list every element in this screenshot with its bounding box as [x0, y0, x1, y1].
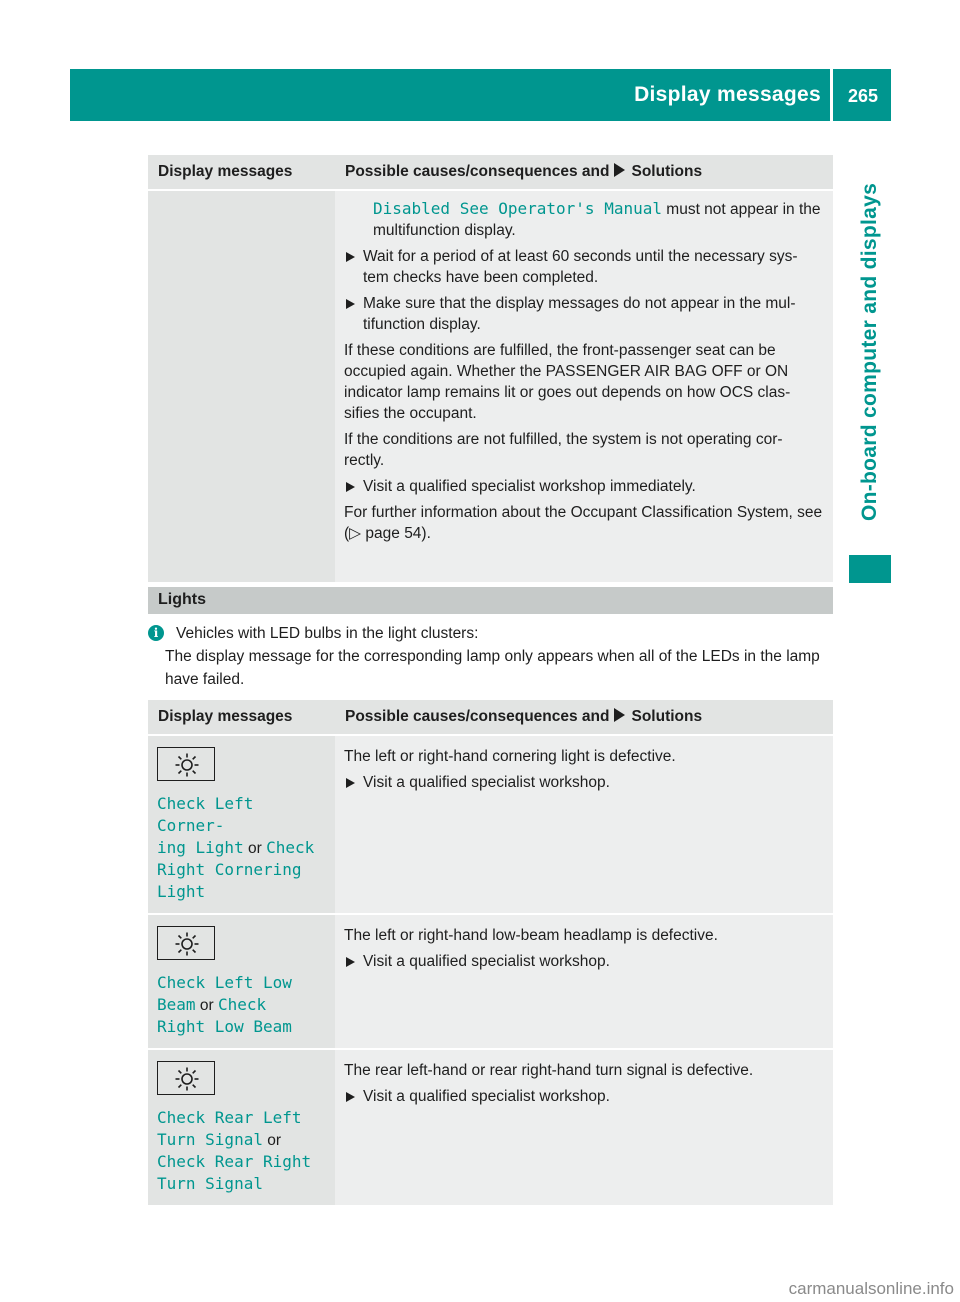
display-message-text: Turn Signal: [157, 1174, 263, 1193]
or-text: or: [243, 840, 267, 857]
display-message-text: Light: [157, 882, 206, 901]
paragraph-text: For further information about the Occupant Classification System, see (: [344, 504, 823, 542]
header-solutions-label: Solutions: [631, 708, 703, 725]
chapter-marker: [849, 555, 891, 583]
table-row: [148, 1049, 833, 1205]
continued-text: [344, 198, 823, 241]
solution-arrow-icon: [614, 708, 625, 722]
step-text-a: Make sure that the display messages do not appear in the mul-: [363, 295, 796, 312]
step-text: Visit a qualified specialist workshop.: [363, 953, 610, 970]
header-causes-label: Possible causes/consequences and: [345, 708, 610, 725]
table-row: [148, 190, 833, 582]
cause-text: The left or right-hand low-beam headlamp is defective.: [344, 927, 718, 944]
step-arrow-icon: [346, 957, 355, 967]
step-arrow-icon: [346, 299, 355, 309]
table-row: [148, 735, 833, 914]
message-cell: [148, 914, 335, 1049]
lamp-warning-icon: [157, 1061, 215, 1095]
header-divider: [830, 69, 833, 121]
continued-text-b: multifunction display.: [373, 222, 516, 239]
column-header-solutions: [335, 700, 833, 735]
step-text: Visit a qualified specialist workshop immediately.: [363, 478, 696, 495]
step-text-b: tifunction display.: [363, 316, 481, 333]
display-message-text: Check: [217, 995, 267, 1014]
message-cell-empty: [148, 190, 335, 582]
display-message-text: Right Low Beam: [157, 1017, 292, 1036]
paragraph: [344, 502, 823, 544]
display-message-text: Turn Signal: [157, 1130, 263, 1149]
column-header-display-messages: Display messages: [148, 155, 335, 190]
chapter-label: On-board computer and displays: [858, 182, 881, 522]
display-message-text: Beam: [157, 995, 196, 1014]
step-text: Visit a qualified specialist workshop.: [363, 774, 610, 791]
continued-text-a: must not appear in the: [661, 201, 821, 218]
step-arrow-icon: [346, 482, 355, 492]
instruction-step: [344, 1086, 823, 1107]
page-number: 265: [847, 86, 879, 106]
section-header-lights: [148, 587, 833, 614]
chapter-side-tab: [849, 121, 891, 583]
page-ref-arrow-icon: ▷: [349, 525, 362, 542]
display-message-text: ing Light: [157, 838, 244, 857]
instruction-step: [344, 476, 823, 497]
note-body: The display message for the corresponding lamp only appears when all of the LEDs in the lamp have failed.: [165, 648, 820, 688]
header-solutions-label: Solutions: [631, 163, 703, 180]
step-arrow-icon: [346, 252, 355, 262]
section-title: Lights: [158, 591, 206, 608]
column-header-display-messages: Display messages: [148, 700, 335, 735]
page-ref-link[interactable]: page 54).: [361, 525, 431, 542]
lamp-warning-icon: [157, 926, 215, 960]
watermark: carmanualsonline.info: [788, 1279, 954, 1298]
paragraph: If the conditions are not fulfilled, the system is not operating cor- rectly.: [344, 431, 783, 469]
instruction-step: [344, 293, 823, 335]
header-causes-label: Possible causes/consequences and: [345, 163, 610, 180]
display-message-text: Check Left Corner‐: [157, 794, 254, 835]
solution-cell: [335, 1049, 833, 1205]
display-messages-table-lights: [148, 700, 833, 1205]
display-message-text: Check: [266, 838, 315, 857]
info-icon: i: [148, 625, 164, 641]
header-title: Display messages: [634, 83, 821, 106]
solution-cell: [335, 914, 833, 1049]
step-arrow-icon: [346, 1092, 355, 1102]
solution-arrow-icon: [614, 163, 625, 177]
cause-text: The rear left-hand or rear right-hand turn signal is defective.: [344, 1062, 754, 1079]
instruction-step: [344, 246, 823, 288]
step-text-b: tem checks have been completed.: [363, 269, 599, 286]
display-message-text: Check Left Low: [157, 973, 292, 992]
display-message-text: Disabled See Operator's Manual: [373, 199, 662, 218]
display-messages-table-continued: [148, 155, 833, 582]
solution-cell: [335, 190, 833, 582]
table-row: [148, 914, 833, 1049]
message-cell: [148, 1049, 335, 1205]
paragraph: If these conditions are fulfilled, the front-passenger seat can be occupied again. Whether the PASSENGER AIR BAG OFF or ON indicator lamp remains lit or goes out depends on how OCS clas- sifies the occupant.: [344, 342, 791, 422]
message-cell: [148, 735, 335, 914]
display-message-text: Check Rear Right: [157, 1152, 312, 1171]
solution-cell: [335, 735, 833, 914]
cause-text: The left or right-hand cornering light is defective.: [344, 748, 676, 765]
instruction-step: [344, 951, 823, 972]
lamp-warning-icon: [157, 747, 215, 781]
display-message-text: Right Cornering: [157, 860, 302, 879]
note-heading: Vehicles with LED bulbs in the light clusters:: [176, 625, 479, 642]
or-text: or: [195, 997, 218, 1014]
instruction-step: [344, 772, 823, 793]
or-text: or: [262, 1132, 282, 1149]
step-arrow-icon: [346, 778, 355, 788]
page-header: [70, 69, 891, 121]
step-text: Visit a qualified specialist workshop.: [363, 1088, 610, 1105]
display-message-text: Check Rear Left: [157, 1108, 302, 1127]
column-header-solutions: [335, 155, 833, 190]
step-text-a: Wait for a period of at least 60 seconds until the necessary sys-: [363, 248, 798, 265]
